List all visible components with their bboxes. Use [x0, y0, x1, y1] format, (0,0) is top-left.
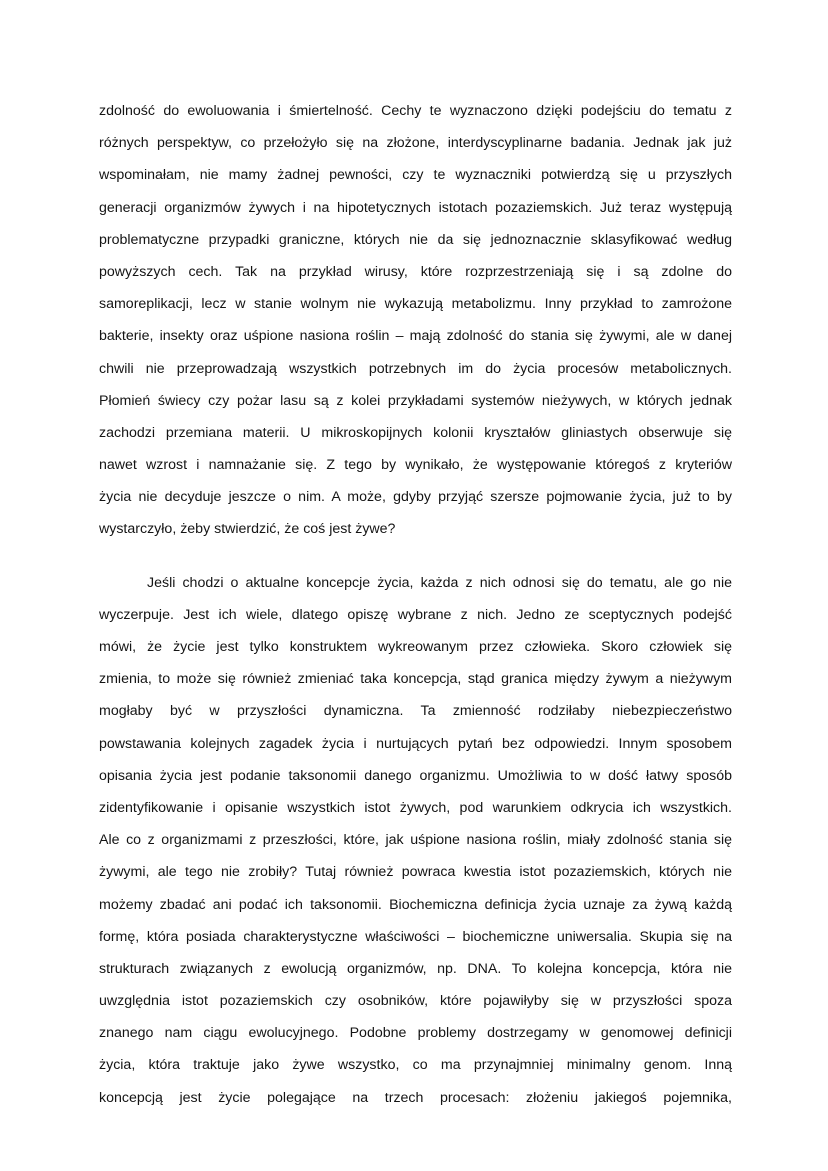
text-line: bakterie, insekty oraz uśpione nasiona roślin – mają zdolność do stania się żywymi, ale w danej — [99, 328, 732, 345]
text-line: zachodzi przemiana materii. U mikroskopijnych kolonii kryształów gliniastych obserwuje się — [99, 424, 732, 441]
text-line: powyższych cech. Tak na przykład wirusy, które rozprzestrzeniają się i są zdolne do — [99, 263, 732, 280]
text-line: życia, która traktuje jako żywe wszystko, co ma przynajmniej minimalny genom. Inną — [99, 1057, 732, 1074]
text-line: mówi, że życie jest tylko konstruktem wykreowanym przez człowieka. Skoro człowiek się — [99, 639, 732, 655]
paragraph-1 — [99, 95, 732, 546]
text-line: nawet wzrost i namnażanie się. Z tego by wynikało, że występowanie któregoś z kryteriów — [99, 457, 732, 474]
text-line: strukturach związanych z ewolucją organizmów, np. DNA. To kolejna koncepcja, która nie — [99, 960, 732, 977]
text-line: wyczerpuje. Jest ich wiele, dlatego opiszę wybrane z nich. Jedno ze sceptycznych podejść — [99, 606, 732, 623]
text-line: Ale co z organizmami z przeszłości, które, jak uśpione nasiona roślin, miały zdolność stania się — [99, 832, 732, 849]
text-line: Jeśli chodzi o aktualne koncepcje życia, każda z nich odnosi się do tematu, ale go nie — [147, 574, 732, 591]
text-line: generacji organizmów żywych i na hipotetycznych istotach pozaziemskich. Już teraz występują — [99, 199, 732, 216]
text-line: możemy zbadać ani podać ich taksonomii. Biochemiczna definicja życia uznaje za żywą każdą — [99, 896, 732, 913]
paragraph-2 — [99, 567, 732, 1114]
text-line: uwzględnia istot pozaziemskich czy osobników, które pojawiłyby się w przyszłości spoza — [99, 993, 732, 1010]
text-line: różnych perspektyw, co przełożyło się na złożone, interdyscyplinarne badania. Jednak jak już — [99, 135, 732, 152]
text-line: znanego nam ciągu ewolucyjnego. Podobne problemy dostrzegamy w genomowej definicji — [99, 1025, 732, 1042]
text-line: zidentyfikowanie i opisanie wszystkich istot żywych, pod warunkiem odkrycia ich wszystkich. — [99, 799, 732, 816]
text-line: samoreplikacji, lecz w stanie wolnym nie wykazują metabolizmu. Inny przykład to zamrożone — [99, 296, 732, 313]
document-body — [99, 95, 732, 1114]
text-line: mogłaby być w przyszłości dynamiczna. Ta zmienność rodziłaby niebezpieczeństwo — [99, 703, 732, 720]
text-line: wspominałam, nie mamy żadnej pewności, czy te wyznaczniki potwierdzą się u przyszłych — [99, 167, 732, 184]
text-line: życia nie decyduje jeszcze o nim. A może, gdyby przyjąć szersze pojmowanie życia, już to by — [99, 489, 732, 506]
paragraph-gap — [99, 546, 732, 567]
text-line: żywymi, ale tego nie zrobiły? Tutaj również powraca kwestia istot pozaziemskich, których nie — [99, 864, 732, 881]
text-line: zdolność do ewoluowania i śmiertelność. Cechy te wyznaczono dzięki podejściu do tematu z — [99, 103, 732, 119]
text-line: formę, która posiada charakterystyczne właściwości – biochemiczne uniwersalia. Skupia się na — [99, 928, 732, 945]
text-line: powstawania kolejnych zagadek życia i nurtujących pytań bez odpowiedzi. Innym sposobem — [99, 735, 732, 752]
text-line: problematyczne przypadki graniczne, których nie da się jednoznacznie sklasyfikować według — [99, 231, 732, 248]
text-line: opisania życia jest podanie taksonomii danego organizmu. Umożliwia to w dość łatwy sposób — [99, 767, 732, 784]
text-line: chwili nie przeprowadzają wszystkich potrzebnych im do życia procesów metabolicznych. — [99, 360, 732, 377]
text-line: Płomień świecy czy pożar lasu są z kolei przykładami systemów nieżywych, w których jednak — [99, 392, 732, 409]
text-line: wystarczyło, żeby stwierdzić, że coś jest żywe? — [99, 521, 396, 538]
text-line: zmienia, to może się również zmieniać taka koncepcja, stąd granica między żywym a nieżywym — [99, 671, 732, 688]
text-line: koncepcją jest życie polegające na trzech procesach: złożeniu jakiegoś pojemnika, — [99, 1089, 732, 1106]
